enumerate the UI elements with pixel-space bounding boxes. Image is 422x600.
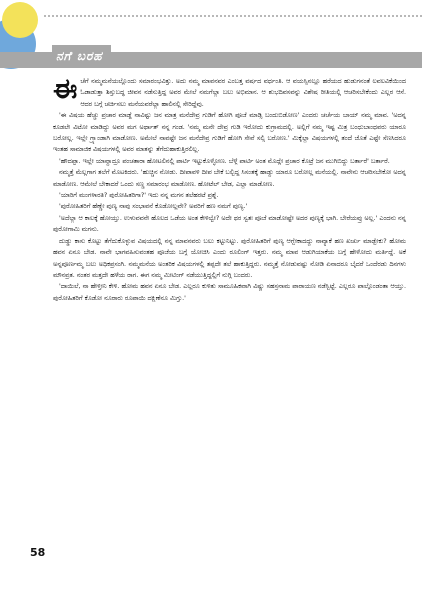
page-number: 58 [30,546,46,559]
paragraph: 'ಹೌದಪ್ಪಾ. ಇಲ್ಲೇ ಯಾವ್ದಾದ್ರೂ ಪಂಚತಾರಾ ಹೋಟಲಿನಲ್ಲಿ ಪಾರ್ಟಿ ಇಟ್ಟುಕೊಳ್ಳೋಣ. ಬೆಳ್ಗೆ ಪಾರ್ಟಿ ಅಂತ ಮೊದ್ಲೇ ಪ್ರಚಾರ ಕೊಟ್ರೆ ಜನ ಮುಗಿಬಿದ್ದು ಬರ್ತಾರೆ' ಬರ್ತಾರೆ. [59,156,390,165]
corner-yellow-circle [2,2,38,38]
paragraph: ನಮ್ಮತ್ತೆ ಮೆಲ್ಲಗಾಗ ತಲೆಗೆ ಮೊಟಕಿದರು. 'ಹುಚ್ಚಿನ ನೋಡು. ದೀಪಾವಳಿ ದೀಪ ಬೇಕೆ ಬಲ್ಬಿದ್ದ ಸಿಸಂತಕ್ಕೆ ಹಾಡ್ದು ಯಾರೂ ಬರೋಲ್ಲ ಮನೆಯಲ್ಲಿ. ನಾವೇನು ಆಚರಿಸಬೇಕೋ ಅದನ್ನ ಮಾಡೋಣ. ಆಮೇಲೆ ಬೇಕಾದರೆ ಒಂದು ಸಣ್ಣ ಸಮಾರಂಭ ಮಾಡೋಣ. ಹೋಟೆಲ್ ಬೇಡ, ಎಲ್ಲಾ ಮಾಡೋಣ. [53,168,406,188]
paragraph: ದುಡ್ಡು ಕಾಸು ಕೊಟ್ಟು ತೆಗೆದುಕೊಳ್ಳುವ ವಿಷಯದಲ್ಲಿ ನನ್ನ ಮಾವನವರು ಬಲು ಕಟ್ಟುನಿಟ್ಟು. ಪುರೋಹಿತರಿಗೆ ಪುಣ್ಯ ಆಗ್ಬೇಕಾದದ್ದು ನಾವ್ಯಾಕೆ ಹಣ ಖರ್ಚು ಮಾಡ್ಬೇಕು? ಹೋಮ ಹವನ ಏನೂ ಬೇಡ. ನಾವೇ ಭಾಗವಹಿಸುವಂತಹ ಪೂಜೆಯ ಬಗ್ಗೆ ಯೋಚಿಸಿ ಎಂದು ರೂಲಿಂಗ್ ಇತ್ತರು. ನಮ್ಮ ಮಾವ ಆಡುಗಿಯಾಕೆಯ ಬಗ್ಗೆ ಹೇಳೋದು ಮರ್ತಿದ್ದೆ. ಅಕೆ ಅನ್ನಪೂರ್ಣಮ್ಮ ಬಲು ಅಧಿಕಪ್ರಸಂಗಿ. ನಮ್ಮಮನೆಯ ಅಂತರಿಕ ವಿಷಯಗಳಲ್ಲಿ ತಪ್ಪದೇ ತಲೆ ಹಾಕುತ್ತಿದ್ದರು. ನಮ್ಮತ್ತೆ ನೋಡುವಷ್ಟು ನೋಡಿ ಏನಾದರೂ ಬೈದರೆ ಒಂದೆರಡು ದಿನಗಳು ಮೌನವ್ರತ. ನಂತರ ಮತ್ತದೇ ಹಳೆಯ ರಾಗ. ಈಗ ನಮ್ಮ ಮೀಟಿಂಗ್ ನಡೆಯುತ್ತಿದ್ದಲ್ಲಿಗೆ ನುಗ್ಗಿ ಬಂದರು. [53,236,406,279]
paragraph: 'ಯಾರಿಗೆ ಮಂಗಳಾರತಿ? ಪುರೋಹಿತರಿಗಾ?' ಇದು ನನ್ನ ಮಗನ ತಲೆಹರಟೆ ಪ್ರಶ್ನೆ. [59,191,219,200]
article-body [53,72,406,304]
paragraph: 'ಅದೆಲ್ಲಾ ಆ ಕಾಲಕ್ಕೆ ಹೋಯ್ತು. ಉಳುವವನೇ ಹೊಲದ ಒಡೆಯ ಅಂತ ಕೇಳಿಲ್ವೇ? ಅದೇ ಥರ ಸ್ವತಃ ಪೂಜೆ ಮಾಡೋಷ್ಟೇ ಅದರ ಪುಣ್ಯಕ್ಕೆ ಭಾಗಿ. ಬೇರೆಯವ್ರು ಅಲ್ಲ.' ಎಂದನು ನನ್ನ ಪುರೋಗಾಮಿ ಮಗನು. [53,213,406,234]
first-paragraph-text: ಚೆಗೆ ನಮ್ಮಮನೆಯಲ್ಲೊಂದು ಸಮಾರಂಭವಿತ್ತು. ಅದು ನಮ್ಮ ಮಾವನವರ ಎಂಬತ್ತ ವರ್ಷದ ವರ್ಧಂತಿ. ಆ ವಯಸ್ಸಿನಲ್ಲೂ ಹರೆಯದ ಹುಡುಗನಂತೆ ಲವಲವಿಕೆಯಿಂದ ಓಡಾಡುತ್ತಾ ಶಿಸ್ತುಬದ್ಧ ಜೀವನ ನಡೆಸುತ್ತಿದ್ದ ಅವರ ಮೇಲೆ ನಮಗೆಲ್ಲಾ ಬಲು ಅಭಿಮಾನ. ಆ ಶುಭದಿವಸವನ್ನು ವಿಶೇಷ ರೀತಿಯಲ್ಲಿ ಆಚರಿಸಬೇಕೆಂದು ಎಲ್ಲರ ಆಸೆ. ಆದರ ಬಗ್ಗೆ ಚರ್ಚಿಸಲು ಮನೆಯವರೆಲ್ಲಾ ಹಾಲಿನಲ್ಲಿ ಸೇರಿದ್ದೆವು. [80,77,406,108]
paragraph: 'ಪುರೋಹಿತರಿಗೆ ಹೆಣ್ಣೇ ಪುಣ್ಯ ನಾವು ಸಂಭಾವನೆ ಕೊಡೋಲ್ಲವೇ? ಅವರಿಗೆ ಹಣ ನಮಗೆ ಪುಣ್ಯ.' [59,202,248,211]
section-title: ನಗೆ ಬರಹ [52,45,111,66]
drop-cap: ಈ [53,72,78,105]
paragraph: 'ದಾಯಿಲೆ, ನಾ ಹೇಳ್ತೀನಿ ಕೇಳಿ. ಹೋಮ ಹವನ ಏನೂ ಬೇಡ. ಎಲ್ಲರೂ ಕುಳಿತು ಸಾಮೂಹಿಕವಾಗಿ ವಿಷ್ಣು ಸಹಸ್ರನಾಮ ಪಾರಾಯಣ ನಡೆಸ್ಬಿಟ್ಟೆ. ಎಲ್ಲರೂ ಪಾಲ್ಗೊಂಡಂತಾ ಆಯ್ತು. ಪುರೋಹಿತರಿಗೆ ಕೊಡೋ ನೂರಾರು ರೂಪಾಯಿ ದಕ್ಷಿಣೆನೂ ಮಿಗ್ತು.' [53,282,406,302]
paragraph: 'ಈ ವಿಷಯ ಹೆಚ್ಚು ಪ್ರಚಾರ ಮಾಡ್ದೆ ನಾವಿಷ್ಟು ಜನ ಮಾತ್ರ ಮನೆದೇವ್ರ ಗುಡಿಗೆ ಹೋಗಿ ಪೂಜೆ ಮಾಡ್ಸಿ ಬಂದುಬಿಡೋಣ' ಎಂದರು ಚರ್ಚೆಯ ಬಾಯ್ ನಮ್ಮ ಮಾವ. 'ಅದನ್ನ ಕೂಡಲೇ ವಿಟೋ ಮಾಡಿದ್ದು ಅವರ ಮಗ ಅರ್ಥಾತ್ ನನ್ನ ಗಂಡ. 'ನಮ್ಮ ಮನೇ ದೇವ್ರ ಗುಡಿ ಇರೋದು ಕುಗ್ರಾಮದಲ್ಲಿ. ಅಲ್ಲಿಗೆ ನಮ್ಮ ಇಷ್ಟ ಮಿತ್ರ ಬಂಧುಬಾಂಧವರು ಯಾರೂ ಬರೋಲ್ಲ. ಇಲ್ಲೇ ಗ್ರ್ಯಾಂಡಾಗಿ ಮಾಡೋಣ. ಅಮೇಲೆ ನಾವಷ್ಟೇ ಜನ ಮನೆದೇವ್ರ ಗುಡಿಗೆ ಹೋಗಿ ಸೇವೆ ಸಲ್ಸಿ ಬರೋಣ.' ಮಿಕ್ಕೆಲ್ಲಾ ವಿಷಯಗಳಲ್ಲಿ ತಂದೆ ಜೊತೆ ಎಷ್ಟೇ ಸೆಣಸಿದರೂ ಇಂತಹ ಸಾಮಾಜಿಕ ವಿಷಯಗಳಲ್ಲಿ ಅವರ ಮಾತನ್ನು ತೆಗೆದುಹಾಕುತ್ತಿರಲಿಲ್ಲ. [53,111,406,154]
first-paragraph [53,72,406,110]
top-dotted-rule [44,15,422,17]
